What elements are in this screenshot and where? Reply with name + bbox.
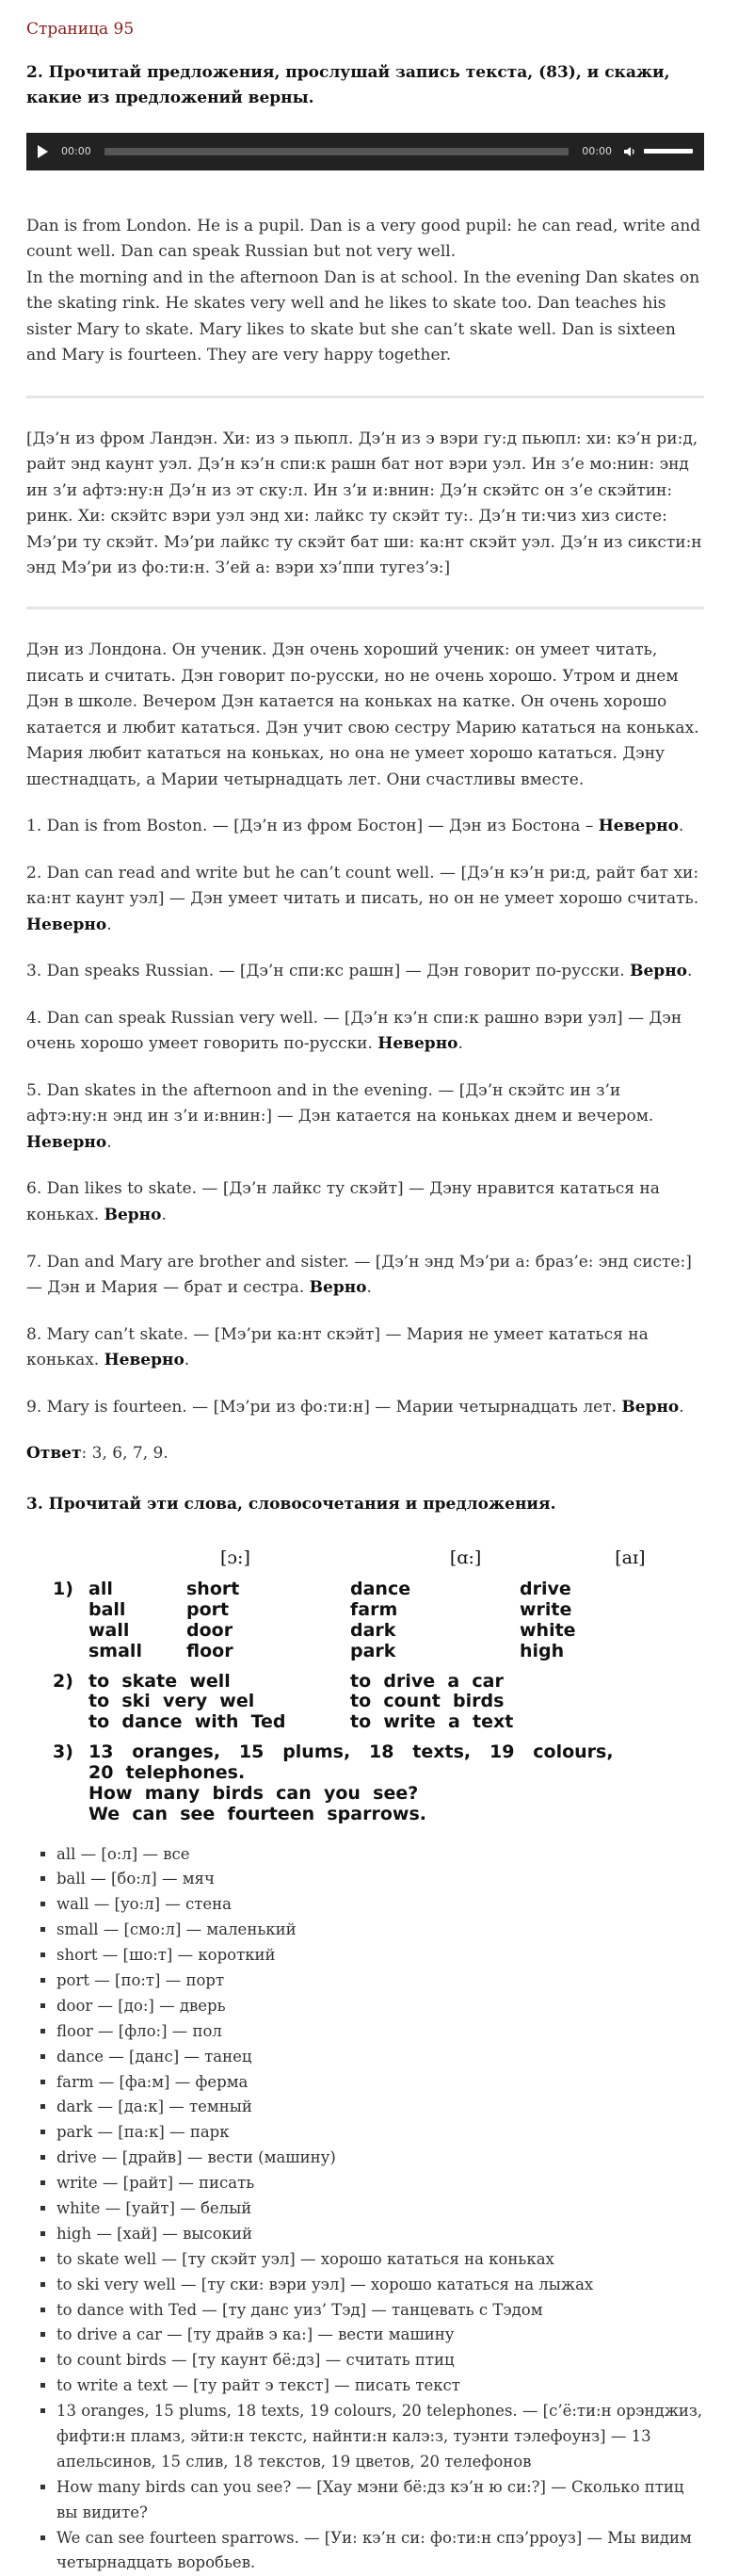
task3-title: 3. Прочитай эти слова, словосочетания и предложения. [26, 1494, 556, 1514]
vocabulary-item: ▪ port — [по:т] — порт [56, 1968, 704, 1994]
statement-text: 6. Dan likes to skate. — [Дэ’н лайкс ту скэйт] — Дэну нравится кататься на коньках. [26, 1179, 660, 1224]
group-3 [53, 1742, 665, 1824]
statement-end: . [106, 915, 112, 934]
word: small [88, 1640, 142, 1661]
current-time: 00:00 [61, 144, 91, 157]
statement-list [26, 814, 704, 1420]
word: short [186, 1579, 240, 1600]
statement-verdict: Неверно [104, 1351, 184, 1370]
sentence-line: 20 telephones. [88, 1762, 246, 1783]
vocabulary-item: ▪ door — [до:] — дверь [56, 1994, 704, 2019]
vocabulary-item: ▪ dark — [да:к] — темный [56, 2095, 704, 2120]
statement-end: . [679, 1397, 684, 1417]
statement-text: 3. Dan speaks Russian. — [Дэ’н спи:кс рашн] — Дэн говорит по-русски. [26, 962, 631, 981]
phrase-column [350, 1672, 513, 1734]
vocabulary-item: ▪ How many birds can you see? — [Хау мэни бё:дз кэ’н ю си:?] — Сколько птиц вы видите? [56, 2475, 704, 2526]
statement-verdict: Верно [630, 962, 687, 981]
volume-slider[interactable] [644, 149, 693, 154]
phrase: to dance with Ted [88, 1711, 286, 1733]
statement-text: 9. Mary is fourteen. — [Мэ’ри из фо:ти:н] — Марии четырнадцать лет. [26, 1397, 622, 1417]
statement-text: 1. Dan is from Boston. — [Дэ’н из фром Бостон] — Дэн из Бостона – [26, 817, 599, 836]
word: write [520, 1599, 572, 1621]
statement-verdict: Неверно [377, 1034, 458, 1054]
statement-end: . [686, 962, 693, 981]
statement-end: . [161, 1206, 167, 1224]
english-text-para2: In the morning and in the afternoon Dan is at school. In the evening Dan skates on the skating rink. He skates very well and he likes to skate too. Dan teaches his sister Mary to skate. Mary likes to skate but she can’t skate well. Dan is sixteen and Mary is fourteen. They are very happy together. [26, 267, 700, 365]
statement-end: . [184, 1351, 190, 1370]
statement-item [26, 814, 704, 840]
phoneme-header [53, 1538, 665, 1580]
statement-text: 4. Dan can speak Russian very well. — [Дэ’н кэ’н спи:к рашно вэри уэл] — Дэн очень хорошо умеет говорить по-русски. [26, 1008, 682, 1054]
word: drive [520, 1579, 571, 1600]
vocabulary-item: ▪ small — [смо:л] — маленький [56, 1918, 704, 1943]
vocabulary-item: ▪ floor — [фло:] — пол [56, 2019, 704, 2045]
vocabulary-item: ▪ all — [о:л] — все [56, 1842, 704, 1868]
statement-end: . [366, 1278, 372, 1298]
vocabulary-item: ▪ write — [райт] — писать [56, 2171, 704, 2196]
volume-icon[interactable] [623, 145, 636, 158]
divider [26, 607, 704, 609]
statement-item [26, 861, 704, 939]
vocabulary-item: ▪ We can see fourteen sparrows. — [Уи: кэ’н си: фо:ти:н спэ’рроуз] — Мы видим четырнадцать воробьев. [56, 2526, 704, 2576]
statement-item [26, 1006, 704, 1058]
exercise-image [53, 1538, 665, 1824]
phrase: to ski very wel [88, 1691, 255, 1712]
phrase: to count birds [350, 1691, 505, 1712]
vocabulary-item: ▪ park — [па:к] — парк [56, 2120, 704, 2146]
vocabulary-item: ▪ to skate well — [ту скэйт уэл] — хорошо кататься на коньках [56, 2247, 704, 2273]
statement-item [26, 1078, 704, 1157]
word: wall [88, 1619, 130, 1641]
progress-track[interactable] [104, 148, 570, 155]
word: all [88, 1579, 113, 1600]
statement-end: . [457, 1034, 463, 1054]
statement-verdict: Неверно [598, 817, 679, 836]
word: ball [88, 1599, 126, 1621]
statement-text: 8. Mary can’t skate. — [Мэ’ри ка:нт скэйт] — Мария не умеет кататься на коньках. [26, 1324, 649, 1370]
duration-time: 00:00 [582, 144, 612, 157]
word-column [520, 1580, 576, 1661]
page-label[interactable]: Страница 95 [26, 20, 135, 39]
vocabulary-item: ▪ wall — [уо:л] — стена [56, 1892, 704, 1918]
sentence-line: How many birds can you see? [88, 1782, 419, 1804]
vocabulary-item: ▪ to count birds — [ту каунт бё:дз] — считать птиц [56, 2348, 704, 2373]
answer-value: : 3, 6, 7, 9. [81, 1444, 168, 1464]
phrase: to write a text [350, 1711, 514, 1733]
vocabulary-item: ▪ to drive a car — [ту драйв э ка:] — вести машину [56, 2323, 704, 2348]
word: port [186, 1599, 230, 1621]
phrase-column [88, 1672, 350, 1734]
statement-verdict: Верно [309, 1278, 367, 1298]
divider [26, 396, 704, 398]
word: farm [350, 1599, 398, 1621]
phoneme-o: [ɔ:] [220, 1547, 250, 1569]
phrase: to drive a car [350, 1670, 504, 1692]
vocabulary-item: ▪ to write a text — [ту райт э текст] — писать текст [56, 2373, 704, 2399]
phrase: to skate well [88, 1670, 231, 1692]
phoneme-a: [ɑ:] [449, 1547, 482, 1569]
group-number: 2) [53, 1670, 73, 1692]
word: dance [350, 1579, 411, 1600]
word: white [520, 1619, 576, 1641]
statement-verdict: Неверно [26, 915, 107, 934]
word: floor [186, 1640, 233, 1661]
statement-text: 7. Dan and Mary are brother and sister. — [Дэ’н энд Мэ’ри а: браз’е: энд систе:] — Дэн и Мария — брат и сестра. [26, 1252, 692, 1298]
statement-verdict: Неверно [26, 1132, 107, 1152]
statement-verdict: Верно [621, 1397, 680, 1417]
vocabulary-item: ▪ short — [шо:т] — короткий [56, 1943, 704, 1968]
vocabulary-item: ▪ high — [хай] — высокий [56, 2222, 704, 2247]
word: dark [350, 1619, 396, 1641]
vocabulary-item: ▪ farm — [фа:м] — ферма [56, 2070, 704, 2096]
task2-title: 2. Прочитай предложения, прослушай запись текста, (83), и скажи, какие из предложений верны. [26, 62, 670, 108]
statement-item [26, 1176, 704, 1228]
statement-text: 5. Dan skates in the afternoon and in the evening. — [Дэ’н скэйтс ин з’и афтэ:ну:н энд ин з’и и:внин:] — Дэн катается на коньках днем и вечером. [26, 1080, 654, 1126]
word-column [186, 1580, 350, 1661]
word: high [520, 1640, 565, 1661]
statement-text: 2. Dan can read and write but he can’t count well. — [Дэ’н кэ’н ри:д, райт бат хи: ка:нт каунт уэл] — Дэн умеет читать и писать, но он не умеет хорошо считать. [26, 863, 699, 909]
phoneme-ai: [aɪ] [615, 1547, 646, 1569]
answer-line [26, 1441, 704, 1467]
statement-end: . [106, 1132, 112, 1152]
vocabulary-item: ▪ ball — [бо:л] — мяч [56, 1867, 704, 1892]
statement-item [26, 1250, 704, 1302]
statement-verdict: Верно [104, 1206, 162, 1224]
audio-player[interactable] [26, 133, 704, 170]
vocabulary-item: ▪ white — [уайт] — белый [56, 2196, 704, 2222]
word: park [350, 1640, 396, 1661]
statement-end: . [678, 817, 684, 836]
group-1 [53, 1580, 665, 1661]
vocabulary-item: ▪ to ski very well — [ту ски: вэри уэл] — хорошо кататься на лыжах [56, 2273, 704, 2298]
sentence-line: 13 oranges, 15 plums, 18 texts, 19 colours, [88, 1742, 614, 1763]
vocabulary-item: ▪ 13 oranges, 15 plums, 18 texts, 19 colours, 20 telephones. — [с’ё:ти:н орэнджиз, фифти:н пламз, эйти:н текстс, найнти:н калэ:з, туэнти тэлефоунз] — 13 апельсинов, 15 слив, 18 текстов, 19 цветов, 20 телефонов [56, 2399, 704, 2475]
play-icon[interactable] [38, 145, 48, 158]
word-column [350, 1580, 520, 1661]
word-column [88, 1580, 186, 1661]
vocabulary-list [26, 1842, 704, 2576]
group-2 [53, 1672, 665, 1734]
transcription-text: [Дэ’н из фром Ландэн. Хи: из э пьюпл. Дэ’н из э вэри гу:д пьюпл: хи: кэ’н ри:д, райт энд каунт уэл. Дэ’н кэ’н спи:к рашн бат нот вэри уэл. Ин з’е мо:нин: энд ин з’и афтэ:ну:н Дэ’н из эт ску:л. Ин з’и и:внин: Дэ’н скэйтс он з’е скэйтин: ринк. Хи: скэйтс вэри уэл энд хи: лайкс ту скэйт ту:. Дэ’н ти:чиз хиз систе: Мэ’ри ту скэйт. Мэ’ри лайкс ту скэйт бат ши: ка:нт скэйт уэл. Дэ’н из сиксти:н энд Мэ’ри из фо:ти:н. З’ей а: вэри хэ’ппи тугез’э:] [26, 429, 702, 578]
vocabulary-item: ▪ drive — [драйв] — вести (машину) [56, 2146, 704, 2171]
statement-item [26, 959, 704, 985]
word: door [186, 1619, 233, 1641]
vocabulary-item: ▪ dance — [данс] — танец [56, 2045, 704, 2070]
answer-label: Ответ [26, 1444, 82, 1464]
english-text [26, 214, 704, 369]
statement-item [26, 1322, 704, 1374]
vocabulary-item: ▪ to dance with Ted — [ту данс уиз’ Тэд] — танцевать с Тэдом [56, 2298, 704, 2324]
statement-item [26, 1395, 704, 1421]
sentence-column [88, 1742, 614, 1824]
group-number: 3) [53, 1742, 73, 1763]
translation-text: Дэн из Лондона. Он ученик. Дэн очень хороший ученик: он умеет читать, писать и считать. Дэн говорит по-русски, но не очень хорошо. Утром и днем Дэн в школе. Вечером Дэн катается на коньках на катке. Он очень хорошо катается и любит кататься. Дэн учит свою сестру Марию кататься на коньках. Мария любит кататься на коньках, но она не умеет хорошо кататься. Дэну шестнадцать, а Марии четырнадцать лет. Они счастливы вместе. [26, 640, 699, 789]
english-text-para1: Dan is from London. He is a pupil. Dan is a very good pupil: he can read, write and count well. Dan can speak Russian but not very well. [26, 216, 701, 262]
sentence-line: We can see fourteen sparrows. [88, 1803, 426, 1824]
group-number: 1) [53, 1579, 73, 1600]
